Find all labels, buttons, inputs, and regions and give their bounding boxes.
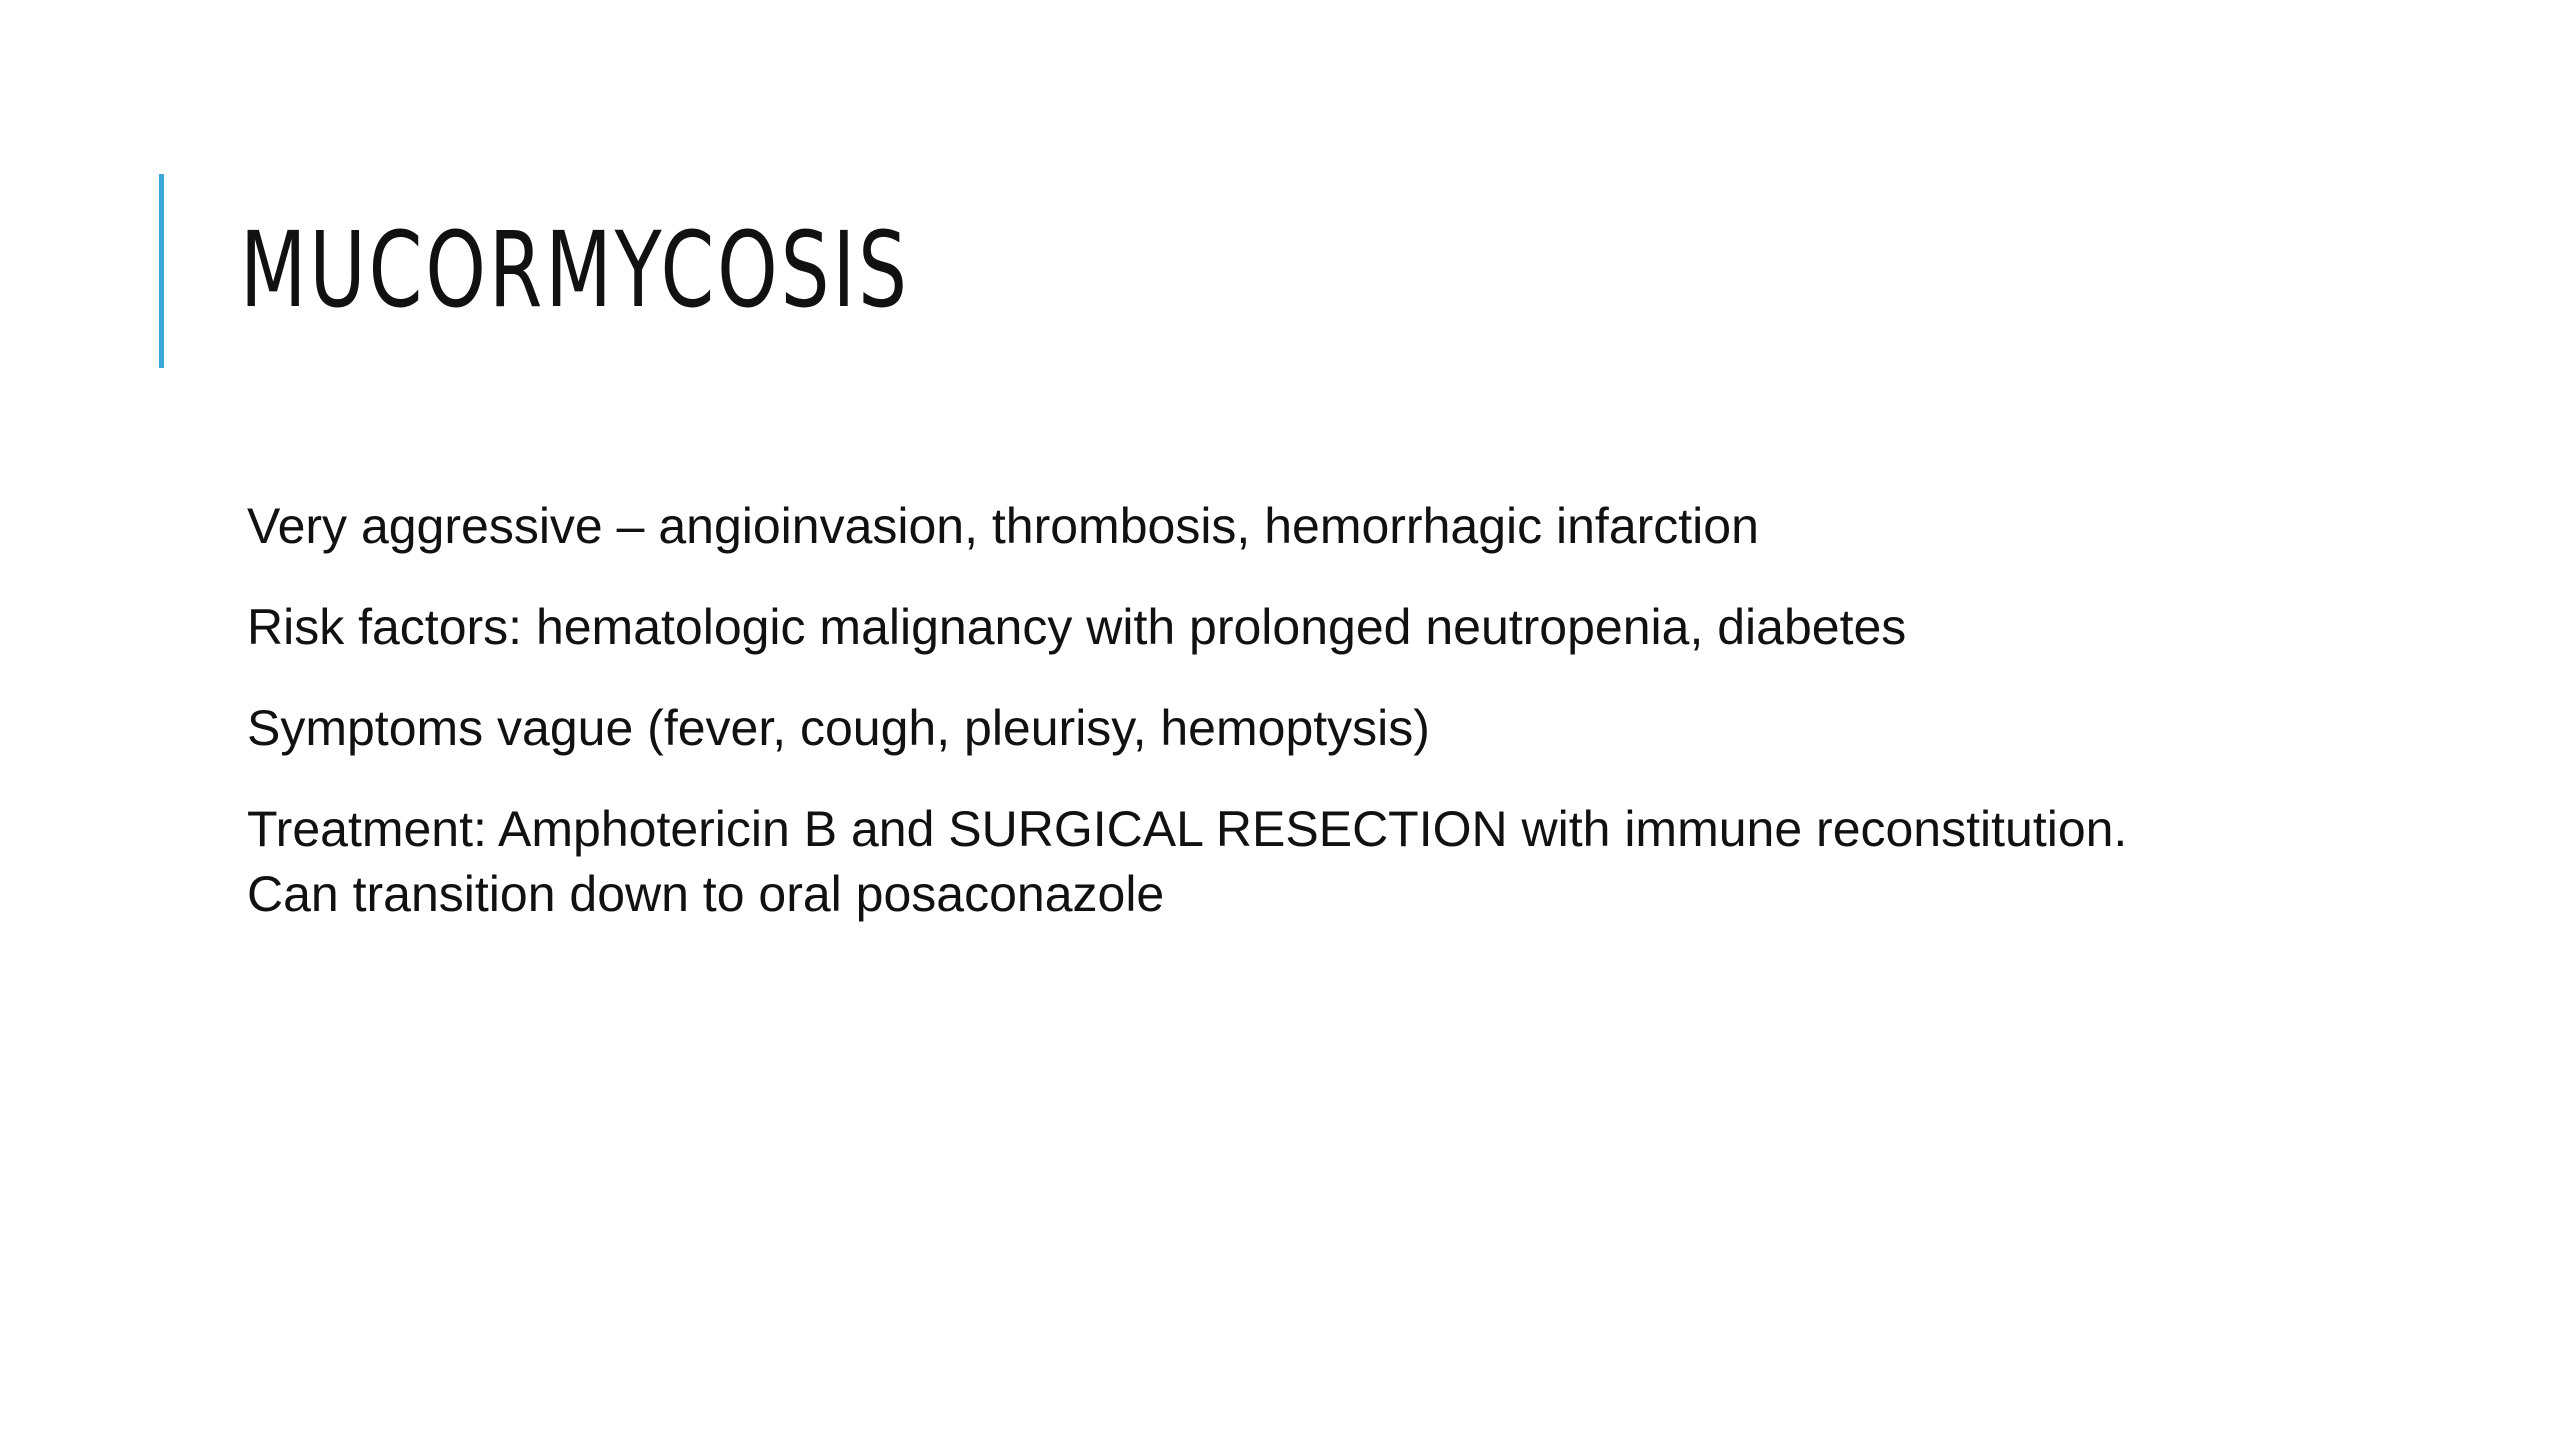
bullet-item [247, 595, 2347, 660]
slide-title: MUCORMYCOSIS [240, 209, 910, 331]
bullet-list [247, 494, 2347, 963]
title-accent-bar [159, 174, 164, 368]
bullet-text: Symptoms vague (fever, cough, pleurisy, hemoptysis) [247, 700, 1430, 756]
bullet-item [247, 494, 2347, 559]
bullet-item [247, 696, 2347, 761]
bullet-text-continuation: Can transition down to oral posaconazole [247, 866, 1165, 922]
bullet-text: Treatment: Amphotericin B and SURGICAL RESECTION with immune reconstitution. [247, 801, 2128, 857]
bullet-text: Very aggressive – angioinvasion, thrombosis, hemorrhagic infarction [247, 498, 1759, 554]
bullet-text: Risk factors: hematologic malignancy with prolonged neutropenia, diabetes [247, 599, 1907, 655]
bullet-item [247, 797, 2347, 927]
